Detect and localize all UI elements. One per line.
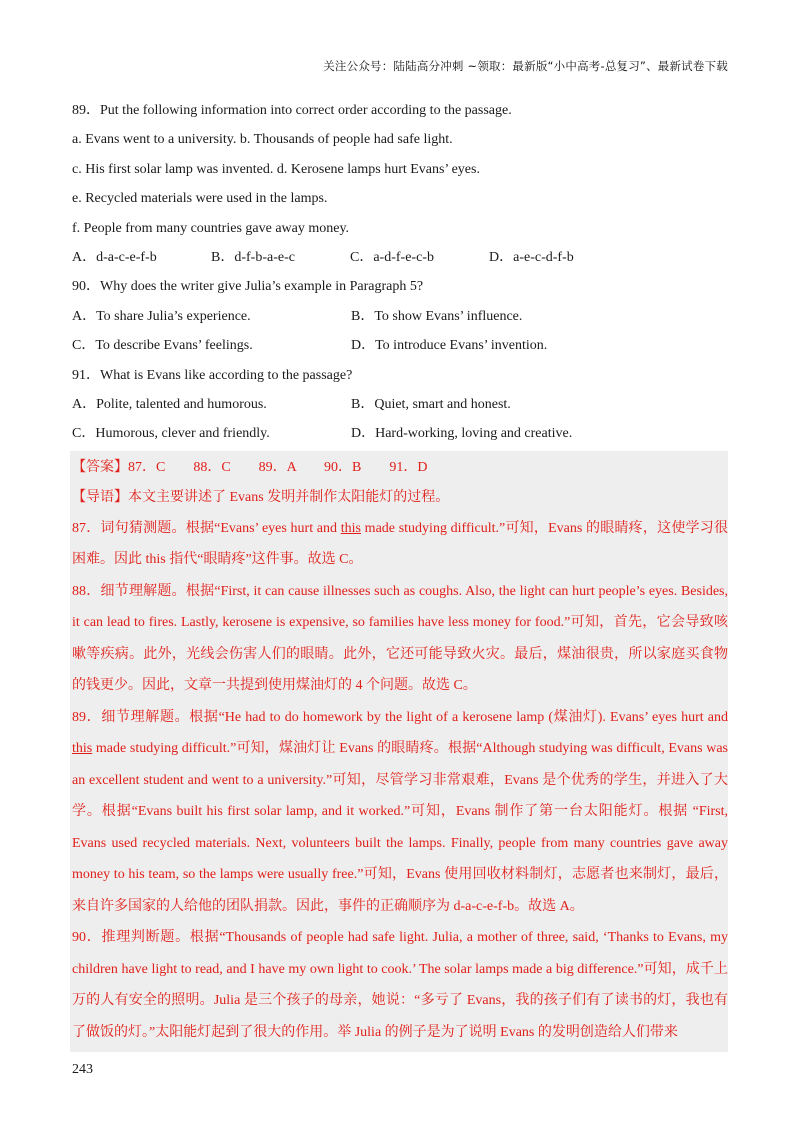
q89-info-2: c. His first solar lamp was invented. d. Kerosene lamps hurt Evans’ eyes. xyxy=(72,161,480,177)
q89-options xyxy=(72,243,728,272)
answer-section xyxy=(70,451,728,1053)
q91-option-a: A．Polite, talented and humorous. xyxy=(72,397,267,413)
q89-stem: 89．Put the following information into correct order according to the passage. xyxy=(72,103,512,118)
q90-stem: 90．Why does the writer give Julia’s example in Paragraph 5? xyxy=(72,279,424,295)
q89-info-4: f. People from many countries gave away money. xyxy=(72,220,350,236)
q90-option-d: D．To introduce Evans’ invention. xyxy=(351,338,548,354)
explanation-89 xyxy=(72,702,728,923)
q90-option-c: C．To describe Evans’ feelings. xyxy=(72,338,253,354)
q91-stem: 91．What is Evans like according to the passage? xyxy=(72,367,353,383)
explanation-89-underlined: this xyxy=(72,741,93,757)
explanation-88: 88．细节理解题。根据“First, it can cause illnesses such as coughs. Also, the light can hurt people’s eyes. Besides, it can lead to fires. Lastly, kerosene is expensive, so families have less money for food.”可知，首先，它会导致咳嗽等疾病。此外，光线会伤害人们的眼睛。此外，它还可能导致火灾。最后，煤油很贵，所以家庭买食物的钱更少。因此，文章一共提到使用煤油灯的 4 个问题。故选 C。 xyxy=(72,583,728,694)
guide-line: 【导语】本文主要讲述了 Evans 发明并制作太阳能灯的过程。 xyxy=(72,489,450,505)
q91-options-row2 xyxy=(72,419,728,448)
explanation-87 xyxy=(72,513,728,576)
q91-option-c: C．Humorous, clever and friendly. xyxy=(72,426,270,442)
q90-option-b: B．To show Evans’ influence. xyxy=(351,308,523,324)
q91-option-d: D．Hard-working, loving and creative. xyxy=(351,426,573,442)
explanation-90: 90．推理判断题。根据“Thousands of people had safe light. Julia, a mother of three, said, ‘Thanks to Evans, my children have light to read, and I have my own light to cook.’ The solar lamps made a big difference.”可知，成千上万的人有安全的照明。Julia 是三个孩子的母亲，她说：“多亏了 Evans，我的孩子们有了读书的灯，我也有了做饭的灯。”太阳能灯起到了很大的作用。举 Julia 的例子是为了说明 Evans 的发明创造给人们带来 xyxy=(72,930,728,1040)
q89-option-d: D．a-e-c-d-f-b xyxy=(489,250,574,266)
page-header: 关注公众号：陆陆高分冲刺 ~领取：最新版“小中高考-总复习”、最新试卷下载 xyxy=(323,59,728,73)
explanation-87-text-b: made studying difficult.”可知，Evans 的眼睛疼，这使学习很困难。因此 this 指代“眼睛疼”这件事。故选 C。 xyxy=(72,520,728,568)
q91-option-b: B．Quiet, smart and honest. xyxy=(351,397,511,413)
explanation-87-underlined: this xyxy=(340,520,361,536)
q89-option-b: B．d-f-b-a-e-c xyxy=(211,250,295,266)
q90-options-row2 xyxy=(72,331,728,360)
explanation-89-text-b: made studying difficult.”可知，煤油灯让 Evans 的眼睛疼。根据“Although studying was difficult, Evans was an excellent student and went to a university.”可知，尽管学习非常艰难，Evans 是个优秀的学生，并进入了大学。根据“Evans built his first solar lamp, and it worked.”可知，Evans 制作了第一台太阳能灯。根据 “First, Evans used recycled materials. Next, volunteers built the lamps. Finally, people from many countries gave away money to his team, so the lamps were usually free.”可知，Evans 使用回收材料制灯，志愿者也来制灯，最后，来自许多国家的人给他的团队捐款。因此，事件的正确顺序为 d-a-c-e-f-b。故选 A。 xyxy=(72,741,728,914)
q91-options-row1 xyxy=(72,390,728,419)
answer-key-line: 【答案】87．C 88．C 89．A 90．B 91．D xyxy=(72,459,428,475)
q89-option-c: C．a-d-f-e-c-b xyxy=(350,250,434,266)
q89-info-3: e. Recycled materials were used in the lamps. xyxy=(72,191,328,207)
q90-option-a: A．To share Julia’s experience. xyxy=(72,308,251,324)
q89-option-a: A．d-a-c-e-f-b xyxy=(72,250,157,266)
q89-info-1: a. Evans went to a university. b. Thousands of people had safe light. xyxy=(72,132,453,148)
explanation-87-text-a: 87．词句猜测题。根据“Evans’ eyes hurt and xyxy=(72,520,341,536)
explanation-89-text-a: 89．细节理解题。根据“He had to do homework by the light of a kerosene lamp (煤油灯). Evans’ eyes hurt and xyxy=(72,709,728,725)
page-content xyxy=(72,96,728,1052)
page-number: 243 xyxy=(72,1062,93,1077)
q90-options-row1 xyxy=(72,302,728,331)
